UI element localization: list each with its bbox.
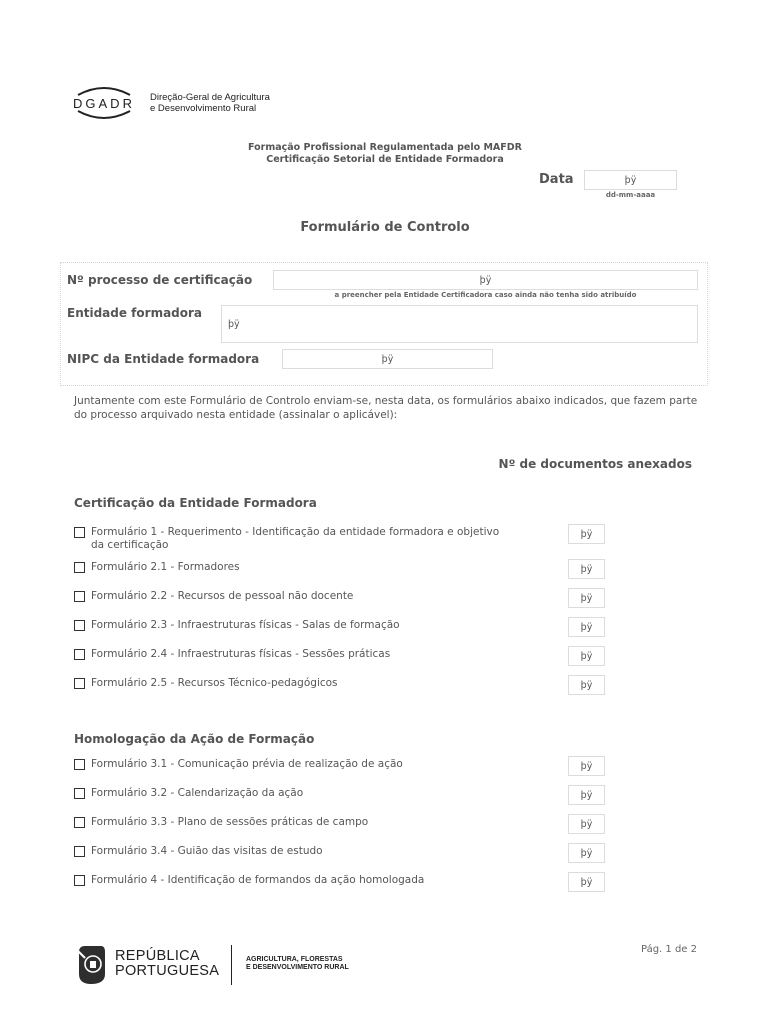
dgadr-logo-mark [70, 83, 138, 123]
checkbox[interactable] [74, 620, 85, 631]
document-count-field[interactable]: þÿ [568, 588, 605, 608]
agency-name-line2: e Desenvolvimento Rural [150, 103, 257, 114]
document-count-field[interactable]: þÿ [568, 843, 605, 863]
checkbox[interactable] [74, 846, 85, 857]
document-count-field[interactable]: þÿ [568, 814, 605, 834]
ministry-line2: E DESENVOLVIMENTO RURAL [246, 964, 349, 971]
checkbox[interactable] [74, 527, 85, 538]
form-row-2-5 [74, 678, 634, 700]
form-row-1 [74, 527, 634, 549]
process-number-field[interactable]: þÿ [273, 270, 698, 290]
checkbox[interactable] [74, 788, 85, 799]
page-number: Pág. 1 de 2 [641, 944, 697, 955]
checkbox[interactable] [74, 591, 85, 602]
form-row-label: Formulário 3.3 - Plano de sessões práticas de campo [91, 816, 369, 828]
form-row-label: Formulário 2.2 - Recursos de pessoal não docente [91, 590, 354, 602]
form-row-label: Formulário 3.1 - Comunicação prévia de realização de ação [91, 758, 403, 770]
form-row-3-4 [74, 846, 634, 868]
dgadr-logo [70, 83, 290, 123]
form-row-3-1 [74, 759, 634, 781]
document-count-field[interactable]: þÿ [568, 524, 605, 544]
checkbox[interactable] [74, 817, 85, 828]
checkbox[interactable] [74, 678, 85, 689]
checkbox[interactable] [74, 649, 85, 660]
agency-name [150, 92, 270, 114]
header-line1: Formação Profissional Regulamentada pelo MAFDR [248, 142, 522, 153]
entity-field[interactable]: þÿ [221, 305, 698, 343]
section-homologation-title: Homologação da Ação de Formação [74, 732, 315, 746]
checkbox[interactable] [74, 875, 85, 886]
section-certification-title: Certificação da Entidade Formadora [74, 496, 317, 510]
document-count-field[interactable]: þÿ [568, 617, 605, 637]
footer-divider [231, 945, 232, 985]
document-count-field[interactable]: þÿ [568, 785, 605, 805]
form-row-label: Formulário 3.2 - Calendarização da ação [91, 787, 304, 799]
document-count-field[interactable]: þÿ [568, 646, 605, 666]
form-row-2-3 [74, 620, 634, 642]
form-row-4 [74, 875, 634, 897]
nipc-field[interactable]: þÿ [282, 349, 493, 369]
ministry-line1: AGRICULTURA, FLORESTAS [246, 956, 343, 963]
ministry-name [246, 956, 349, 972]
form-row-2-1 [74, 562, 634, 584]
date-label: Data [539, 172, 574, 187]
checkbox[interactable] [74, 562, 85, 573]
nipc-label: NIPC da Entidade formadora [67, 352, 260, 366]
form-row-label: Formulário 3.4 - Guião das visitas de estudo [91, 845, 323, 857]
form-row-label: Formulário 4 - Identificação de formandos da ação homologada [91, 874, 425, 886]
coat-of-arms-icon [75, 944, 107, 986]
form-row-label: Formulário 2.5 - Recursos Técnico-pedagógicos [91, 677, 338, 689]
date-format-hint: dd-mm-aaaa [605, 191, 656, 199]
republica-portuguesa-logo [75, 940, 375, 990]
agency-name-line1: Direção-Geral de Agricultura [150, 92, 270, 103]
republica-line2: PORTUGUESA [115, 963, 220, 979]
form-row-2-4 [74, 649, 634, 671]
entity-label: Entidade formadora [67, 306, 203, 320]
form-title: Formulário de Controlo [300, 220, 470, 235]
form-row-3-2 [74, 788, 634, 810]
date-field[interactable]: þÿ [584, 170, 677, 190]
form-row-label: Formulário 2.1 - Formadores [91, 561, 240, 573]
process-number-hint: a preencher pela Entidade Certificadora caso ainda não tenha sido atribuído [334, 291, 637, 299]
form-row-label: Formulário 2.4 - Infraestruturas físicas - Sessões práticas [91, 648, 391, 660]
attached-documents-label: Nº de documentos anexados [498, 457, 692, 471]
republica-line1: REPÚBLICA [115, 948, 200, 964]
form-row-3-3 [74, 817, 634, 839]
document-count-field[interactable]: þÿ [568, 675, 605, 695]
form-row-2-2 [74, 591, 634, 613]
republica-portuguesa-text [115, 949, 219, 979]
intro-paragraph: Juntamente com este Formulário de Controlo enviam-se, nesta data, os formulários abaixo indicados, que fazem parte do processo arquivado nesta entidade (assinalar o aplicável): [74, 395, 698, 421]
document-count-field[interactable]: þÿ [568, 872, 605, 892]
document-count-field[interactable]: þÿ [568, 559, 605, 579]
form-row-label: Formulário 1 - Requerimento - Identificação da entidade formadora e objetivo da certificação [91, 526, 500, 551]
header-line2: Certificação Setorial de Entidade Formadora [266, 154, 504, 165]
svg-text:DGADR: DGADR [73, 96, 135, 111]
checkbox[interactable] [74, 759, 85, 770]
form-row-label: Formulário 2.3 - Infraestruturas físicas - Salas de formação [91, 619, 400, 631]
process-number-label: Nº processo de certificação [67, 273, 253, 287]
document-count-field[interactable]: þÿ [568, 756, 605, 776]
